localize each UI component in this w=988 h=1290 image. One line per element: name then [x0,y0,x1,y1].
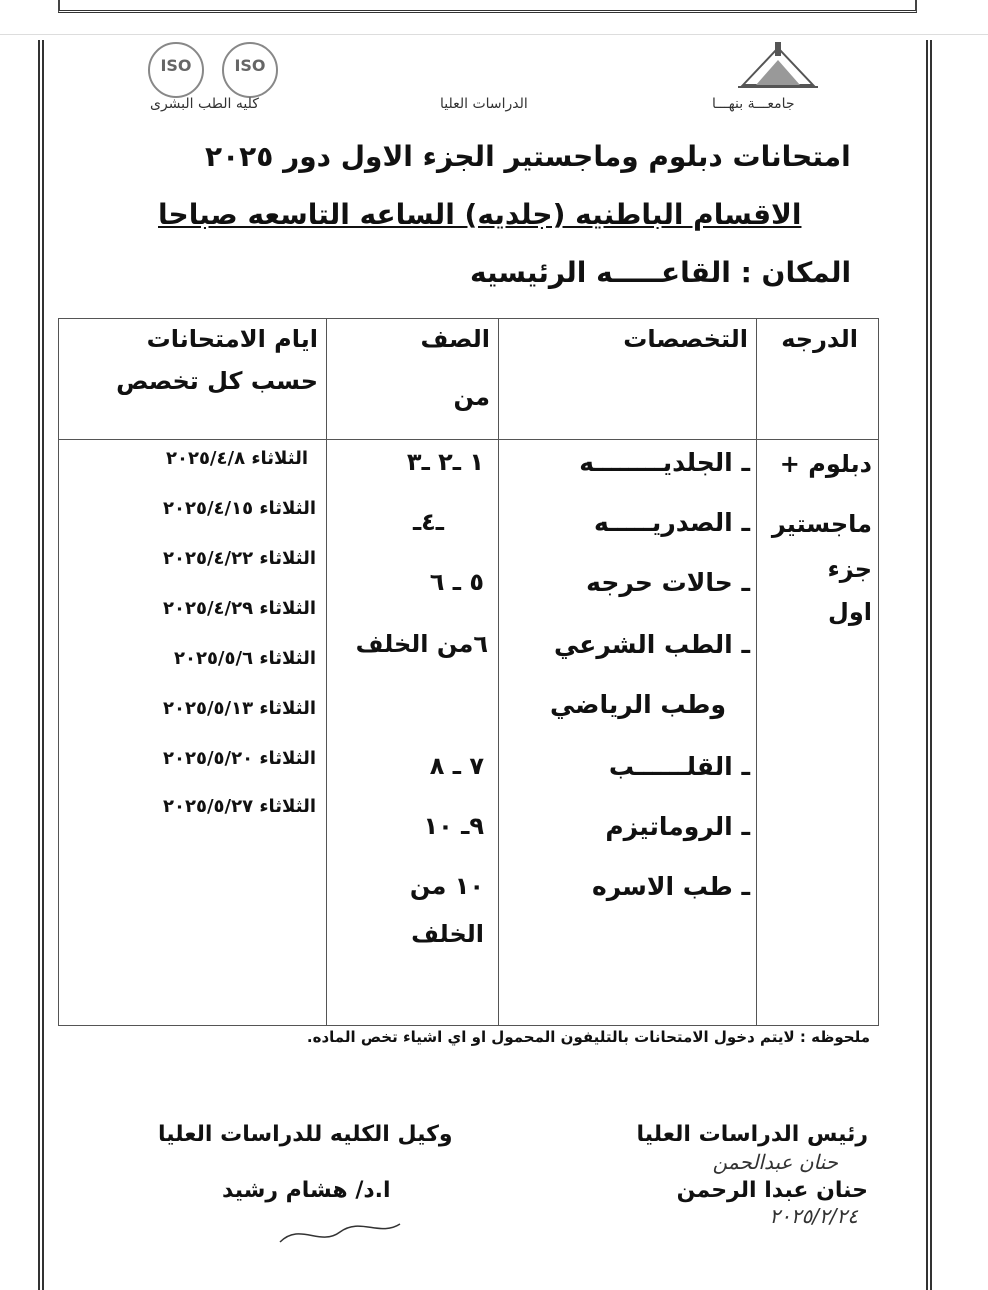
class-item: ٥ ـ ٦ [429,568,484,596]
specialty-item: ـ الروماتيزم [605,812,750,841]
class-item: ١٠ من [409,872,484,900]
date-item: الثلاثاء ٢٠٢٥/٤/٨ [165,448,308,469]
specialty-item: ـ حالات حرجه [586,568,750,597]
table-body-row [59,440,879,1026]
date-item: الثلاثاء ٢٠٢٥/٥/٦ [173,648,316,669]
col-header-degree [757,319,879,440]
degree-cell [757,440,879,1026]
faculty-name: كليه الطب البشرى [150,96,259,112]
class-item: ـ٤ـ [412,508,444,536]
class-item: ١ ـ٢ ـ٣ [406,448,484,476]
specialty-item: ـ الجلديــــــــه [579,448,750,477]
specialty-item: وطب الرياضي [550,690,726,719]
specialty-item: ـ الصدريـــــه [594,508,750,537]
note-text: ملحوظه : لايتم دخول الامتحانات بالتليفون المحمول او اي اشياء تخص الماده. [306,1028,870,1046]
signatory-left-name: ا.د/ هشام رشيد [222,1178,391,1203]
col-header-class [327,319,499,440]
header-days-label: ايام الامتحانات [146,325,318,353]
date-item: الثلاثاء ٢٠٢٥/٥/٢٠ [163,748,316,769]
specialties-cell [499,440,757,1026]
degree-line-3: جزء [827,555,872,583]
class-item: ٩ـ ١٠ [423,812,484,840]
date-item: الثلاثاء ٢٠٢٥/٤/١٥ [163,498,316,519]
dates-cell [59,440,327,1026]
degree-line-1: دبلوم + [779,450,872,478]
specialty-item: ـ طب الاسره [591,872,750,901]
class-item: ٦من الخلف [355,630,488,658]
degree-line-4: اول [828,598,872,626]
iso-label-2: ISO [234,56,266,75]
specialty-item: ـ القلــــــب [608,752,750,781]
header-degree-label: الدرجه [781,325,858,353]
top-frame-fragment [58,0,917,13]
iso-seal-1-icon [148,42,204,98]
header-class-label: الصف [420,325,490,353]
date-item: الثلاثاء ٢٠٢٥/٥/٢٧ [163,796,316,817]
degree-line-2: ماجستير [771,510,872,538]
col-header-days [59,319,327,440]
signatory-right-title: رئيس الدراسات العليا [636,1122,868,1147]
university-logo-icon [738,40,818,90]
date-item: الثلاثاء ٢٠٢٥/٥/١٣ [163,698,316,719]
iso-seal-2-icon [222,42,278,98]
iso-label-1: ISO [160,56,192,75]
header-class-sub-label: من [453,383,490,411]
signatory-right-name: حنان عبدا الرحمن [676,1178,868,1203]
header-days-sub-label: حسب كل تخصص [116,367,318,395]
university-name: جامعـــة بنهـــا [712,96,795,112]
table-header-row [59,319,879,440]
header-specialties-label: التخصصات [623,325,748,353]
handwritten-date: ٢٠٢٥/٢/٢٤ [769,1204,858,1228]
handwritten-signature-right: حنان عبدالحمن [712,1150,838,1174]
department-name: الدراسات العليا [440,96,528,112]
date-item: الثلاثاء ٢٠٢٥/٤/٢٩ [163,598,316,619]
signatory-left-title: وكيل الكليه للدراسات العليا [158,1122,453,1147]
class-item: الخلف [411,920,484,948]
signature-scribble-icon [270,1212,410,1252]
specialty-item: ـ الطب الشرعي [553,630,750,659]
divider [0,34,988,35]
classes-cell [327,440,499,1026]
date-item: الثلاثاء ٢٠٢٥/٤/٢٢ [163,548,316,569]
schedule-table [58,318,879,1026]
exam-title: امتحانات دبلوم وماجستير الجزء الاول دور ٢٠٢٥ [205,140,851,173]
col-header-specialties [499,319,757,440]
exam-subtitle: الاقسام الباطنيه (جلديه) الساعه التاسعه صباحا [158,198,802,231]
exam-location: المكان : القاعـــــه الرئيسيه [470,256,852,289]
class-item: ٧ ـ ٨ [429,752,484,780]
